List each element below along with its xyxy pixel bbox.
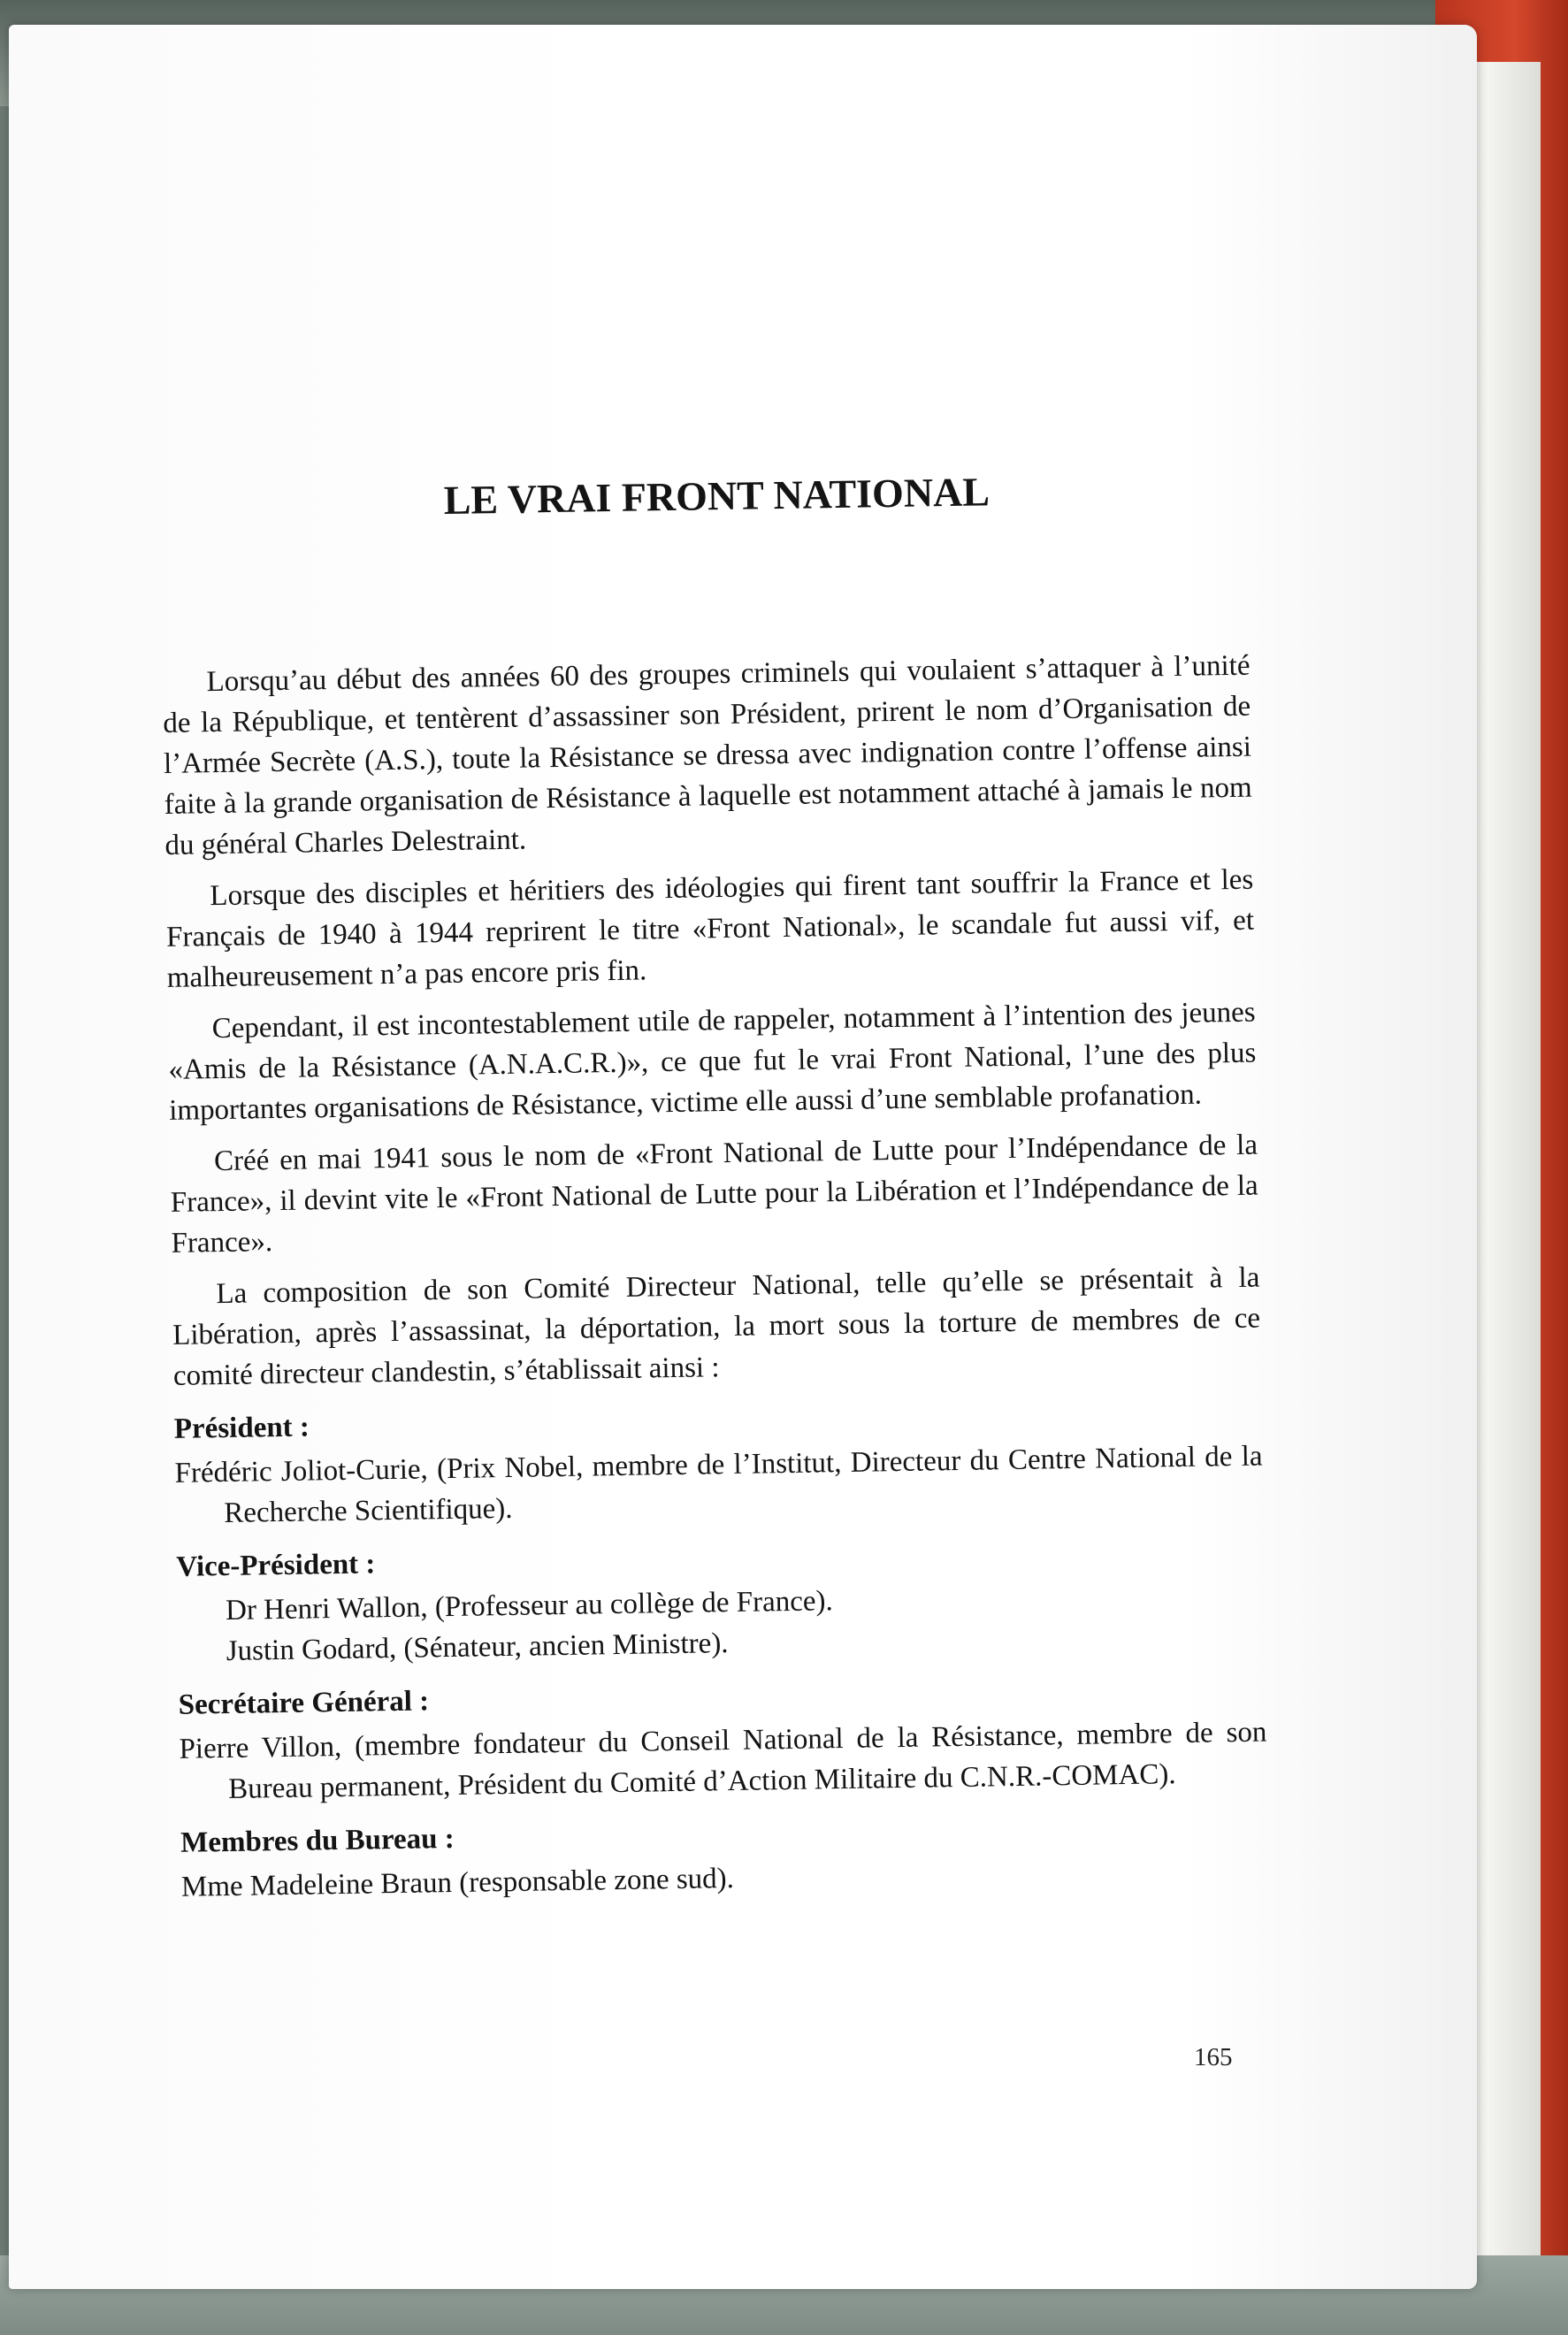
paragraph: Lorsque des disciples et héritiers des idéologies qui firent tant souffrir la France et les Français de 1940 à 1944 reprirent le titre «Front National», le scandale fut aussi vif, et malheureusement n’a pas encore pris fin. [165, 863, 1255, 994]
entry-president: Frédéric Joliot-Curie, (Prix Nobel, membre de l’Institut, Directeur du Centre National de la Recherche Scientifique). [174, 1440, 1263, 1529]
entry-vice-president: Dr Henri Wallon, (Professeur au collège de France). [225, 1585, 834, 1627]
section-heading-secretary-general: Secrétaire Général : [178, 1685, 430, 1721]
book-page [9, 25, 1477, 2289]
section-heading-bureau-members: Membres du Bureau : [180, 1822, 455, 1859]
paragraph: Lorsqu’au début des années 60 des groupes criminels qui voulaient s’attaquer à l’unité de la République, et tentèrent d’assassiner son Président, prirent le nom d’Organisation de l’Armée Secrète (A.S.), toute la Résistance se dressa avec indignation contre l’offense ainsi faite à la grande organisation de Résistance à laquelle est notamment attaché à jamais le nom du général Charles Delestraint. [163, 649, 1252, 861]
entry-secretary-general: Pierre Villon, (membre fondateur du Conseil National de la Résistance, membre de son Bureau permanent, Président du Comité d’Action Militaire du C.N.R.-COMAC). [179, 1716, 1267, 1805]
entry-bureau-member: Mme Madeleine Braun (responsable zone sud). [180, 1862, 735, 1903]
page-content [159, 463, 1269, 1908]
paragraph: Cependant, il est incontestablement utile de rappeler, notamment à l’intention des jeunes «Amis de la Résistance (A.N.A.C.R.)», ce que fut le vrai Front National, l’une des plus importantes organisations de Résistance, victime elle aussi d’une semblable profanation. [168, 996, 1257, 1127]
paragraph: Créé en mai 1941 sous le nom de «Front National de Lutte pour l’Indépendance de la France», il devint vite le «Front National de Lutte pour la Libération et l’Indépendance de la France». [170, 1129, 1258, 1259]
page-number: 165 [1194, 2043, 1233, 2071]
section-heading-president: Président : [173, 1411, 310, 1445]
entry-vice-president: Justin Godard, (Sénateur, ancien Ministre). [226, 1627, 729, 1667]
section-heading-vice-president: Vice-Président : [176, 1548, 376, 1583]
page-title: LE VRAI FRONT NATIONAL [443, 469, 991, 523]
paragraph: La composition de son Comité Directeur National, telle qu’elle se présentait à la Libération, après l’assassinat, la déportation, la mort sous la torture de membres de ce comité directeur clandestin, s’établissait ainsi : [172, 1261, 1261, 1392]
